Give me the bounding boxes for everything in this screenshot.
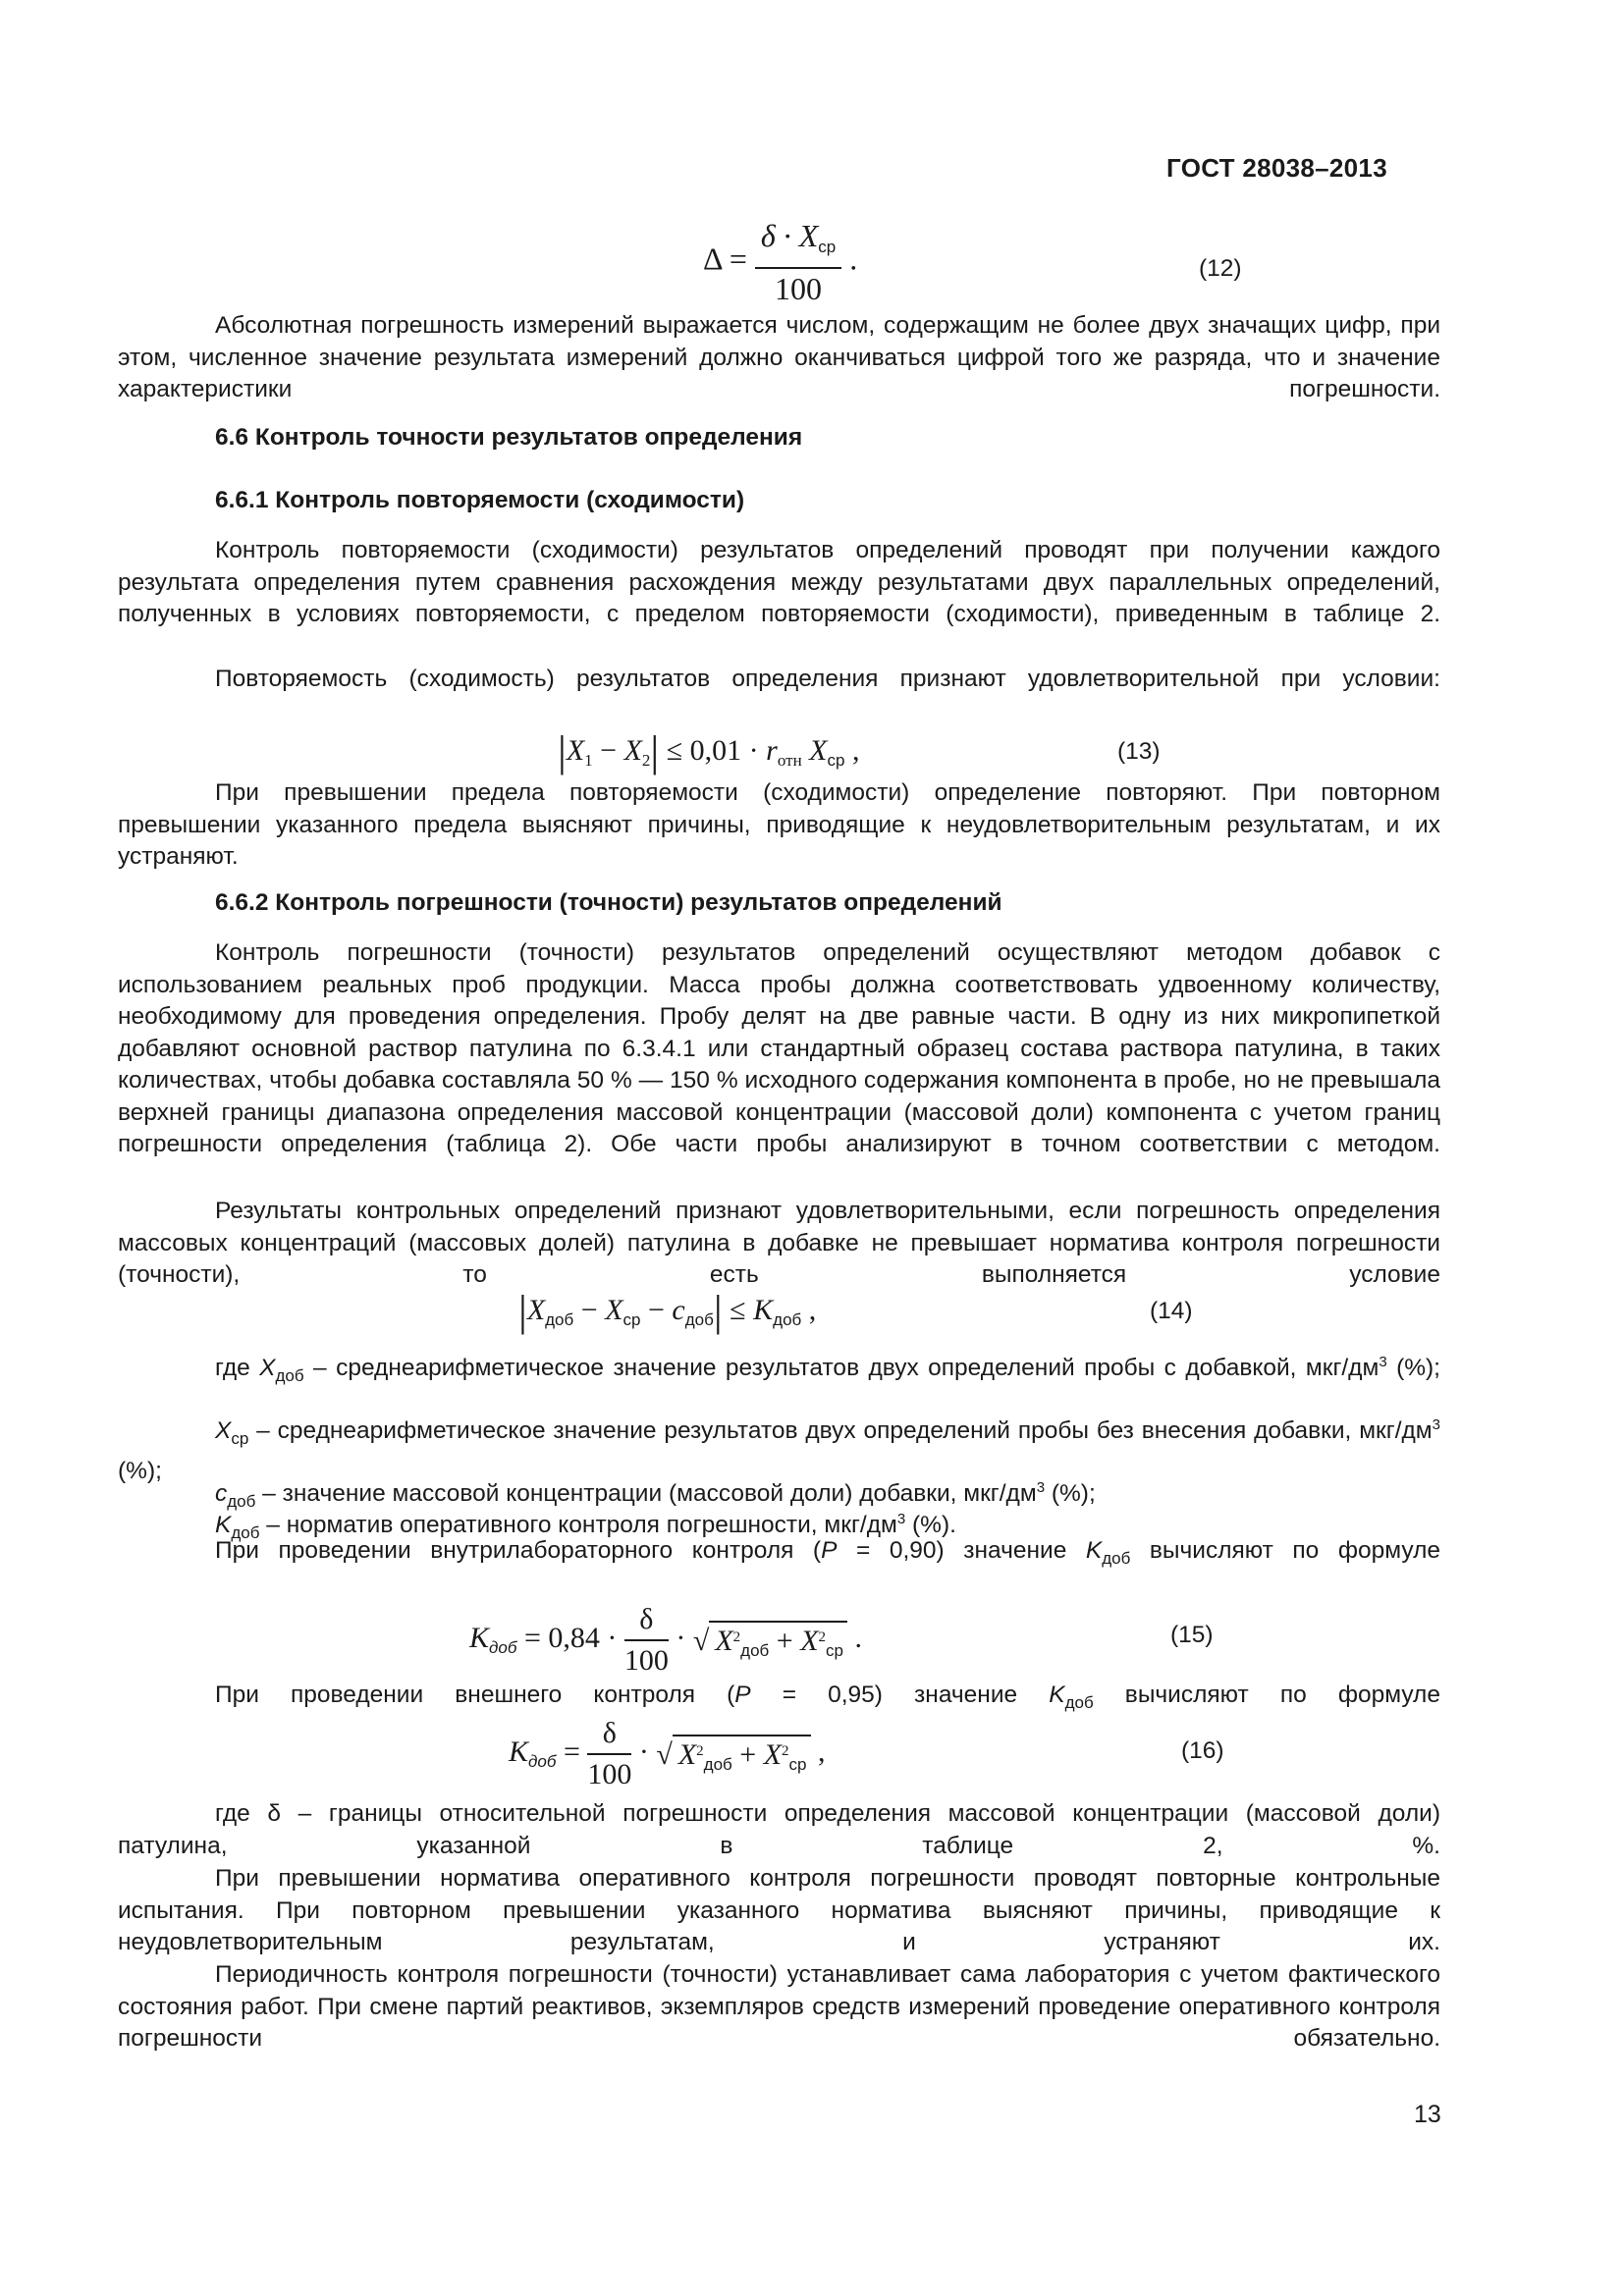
formula-12: Δ = $\frac{\delta \cdot X_{ср}}{100}$ . [703, 218, 858, 306]
definition-c-dob: $с_{доб}$ – значение массовой концентрации (массовой доли) добавки, мкг/$дм^3$ (%); [215, 1479, 1096, 1511]
paragraph-control-periodicity: Периодичность контроля погрешности (точности) устанавливает сама лаборатория с учетом фактического состояния работ. При смене партий реактивов, экземпляров средств измерений проведение оперативного контроля погрешности обязательно. [118, 1961, 1440, 2052]
formula-13: $|X_1 - X_2| \le 0,01 \cdot r_{отн}$ $X_{ср}$ , [558, 727, 860, 775]
formula-15: $K_{доб} = 0,84$ · $\frac{\delta}{100}$ · √ $X^2_{доб} + X^2_{ср}$ . [469, 1603, 862, 1677]
definition-x-sr: $X_{ср}$ – среднеарифметическое значение результатов двух определений пробы без внесения добавки, мкг/$дм^3$ (%); [118, 1416, 1440, 1484]
document-header: ГОСТ 28038–2013 [1166, 153, 1387, 183]
definition-x-dob: где $X_{доб}$ – среднеарифметическое значение результатов двух определений пробы с добавкой, мкг/$дм^3$ (%); [215, 1354, 1440, 1385]
section-heading-6-6-2: 6.6.2 Контроль погрешности (точности) результатов определений [215, 889, 1002, 916]
paragraph-repeatability-condition: Повторяемость (сходимость) результатов определения признают удовлетворительной при условии: [215, 666, 1440, 692]
paragraph-absolute-error: Абсолютная погрешность измерений выражается числом, содержащим не более двух значащих цифр, при этом, численное значение результата измерений должно оканчиваться цифрой того же разряда, что и значение характеристики погрешности. [118, 312, 1440, 402]
section-heading-6-6: 6.6 Контроль точности результатов определения [215, 424, 803, 451]
paragraph-exceed-limit: При превышении предела повторяемости (сходимости) определение повторяют. При повторном превышении указанного предела выясняют причины, приводящие к неудовлетворительным результатам, и их устраняют. [118, 779, 1440, 870]
equation-number-12: (12) [1199, 255, 1242, 282]
paragraph-delta-definition: где δ – границы относительной погрешности определения массовой концентрации (массовой доли) патулина, указанной в таблице 2, %. [118, 1800, 1440, 1859]
equation-number-15: (15) [1170, 1622, 1214, 1648]
paragraph-internal-control: При проведении внутрилабораторного контроля (P = 0,90) значение $K_{доб}$ вычисляют по формуле [215, 1537, 1440, 1568]
equation-number-14: (14) [1150, 1298, 1193, 1324]
formula-14: $|X_{доб} - X_{ср} - c_{доб}| \le K_{доб}$ , [518, 1287, 817, 1335]
paragraph-control-results: Результаты контрольных определений признают удовлетворительными, если погрешность определения массовых концентраций (массовых долей) патулина в добавке не превышает норматива контроля погрешности (точности), то есть выполняется условие [118, 1198, 1440, 1288]
section-heading-6-6-1: 6.6.1 Контроль повторяемости (сходимости) [215, 487, 745, 513]
paragraph-external-control: При проведении внешнего контроля (P = 0,95) значение $K_{доб}$ вычисляют по формуле [215, 1682, 1440, 1712]
paragraph-repeatability-control: Контроль повторяемости (сходимости) результатов определений проводят при получении каждого результата определения путем сравнения расхождения между результатами двух параллельных определений, полученных в условиях повторяемости, с пределом повторяемости (сходимости), приведенным в таблице 2. [118, 537, 1440, 627]
equation-number-16: (16) [1181, 1737, 1224, 1764]
paragraph-repeat-tests: При превышении норматива оперативного контроля погрешности проводят повторные контрольные испытания. При повторном превышении указанного норматива выясняют причины, приводящие к неудовлетворительным результатам, и устраняют их. [118, 1865, 1440, 1955]
page-number: 13 [1414, 2101, 1441, 2128]
equation-number-13: (13) [1117, 738, 1161, 765]
paragraph-accuracy-control: Контроль погрешности (точности) результатов определений осуществляют методом добавок с использованием реальных проб продукции. Масса пробы должна соответствовать удвоенному количеству, необходимому для проведения определения. Пробу делят на две равные части. В одну из них микропипеткой добавляют основной раствор патулина по 6.3.4.1 или стандартный образец состава раствора патулина, в таких количествах, чтобы добавка составляла 50 % — 150 % исходного содержания компонента в пробе, но не превышала верхней границы диапазона определения массовой концентрации (массовой доли) компонента с учетом границ погрешности определения (таблица 2). Обе части пробы анализируют в точном соответствии с методом. [118, 939, 1440, 1157]
definition-k-dob: $K_{доб}$ – норматив оперативного контроля погрешности, мкг/$дм^3$ (%). [215, 1511, 956, 1542]
formula-16: $K_{доб}$ = $\frac{\delta}{100}$ · √ $X^2_{доб} + X^2_{ср}$ , [509, 1717, 826, 1790]
